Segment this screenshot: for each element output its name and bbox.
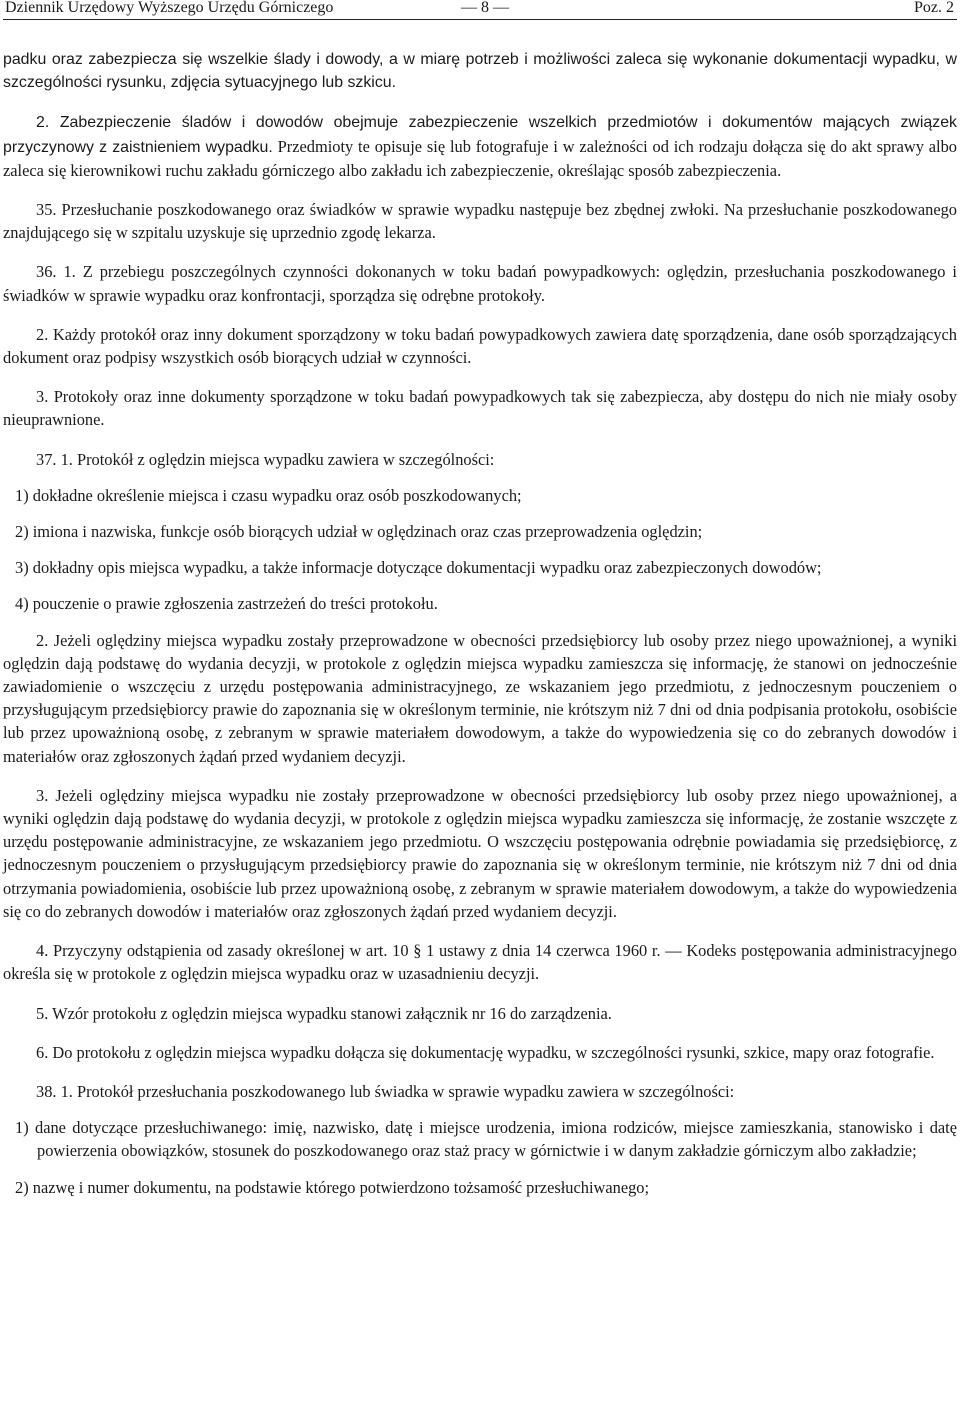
- paragraph-36-1: 36. 1. Z przebiegu poszczególnych czynności dokonanych w toku badań powypadkowych: oględzin, przesłuchania poszkodowanego i świadków w sprawie wypadku oraz konfrontacji, sporządza się odrębne protokoły.: [3, 262, 957, 305]
- journal-title: Dziennik Urzędowy Wyższego Urzędu Górniczego: [5, 0, 334, 16]
- paragraph-37-3: 3. Jeżeli oględziny miejsca wypadku nie zostały przeprowadzone w obecności przedsiębiorcy lub osoby przez niego upoważnionej, a wyniki oględzin dają podstawę do wydania decyzji, w protokole z oględzin miejsca wypadku zamieszcza się informację, że zostanie wszczęte z urzędu postępowanie administracyjne, ze wskazaniem jego przedmiotu. O wszczęciu postępowania odrębnie powiadamia się przedsiębiorcę, z jednoczesnym pouczeniem o przysługującym przedsiębiorcy prawie do zapoznania się w określonym terminie, nie krótszym niż 7 dni od dnia otrzymania powiadomienia, osobiście lub przez upoważnioną osobę, z zebranym w sprawie materiałem dowodowym, a także do wypowiedzenia się co do zebranych dowodów i materiałów oraz zgłoszonych żądań przed wydaniem decyzji.: [3, 785, 957, 921]
- paragraph-36-3: 3. Protokoły oraz inne dokumenty sporządzone w toku badań powypadkowych tak się zabezpiecza, aby dostępu do nich nie miały osoby nieuprawnione.: [3, 387, 957, 430]
- list-item: 1) dane dotyczące przesłuchiwanego: imię, nazwisko, datę i miejsce urodzenia, imiona rodziców, miejsce zamieszkania, stanowisko i datę powierzenia obowiązków, stosunek do poszkodowanego oraz staż pracy w górnictwie i w danym zakładzie górniczym albo zakładzie;: [15, 1118, 957, 1161]
- page-header: [3, 0, 957, 20]
- paragraph-continuation: padku oraz zabezpiecza się wszelkie ślady i dowody, a w miarę potrzeb i możliwości zaleca się wykonanie dokumentacji wypadku, w szczególności rysunku, zdjęcia sytuacyjnego lub szkicu.: [3, 51, 957, 92]
- list-item: 2) imiona i nazwiska, funkcje osób biorących udział w oględzinach oraz czas przeprowadzenia oględzin;: [15, 522, 703, 542]
- paragraph-34-2-second: Przedmioty te opisuje się lub fotografuje i w zależności od ich rodzaju dołącza się do akt sprawy albo zaleca się kierownikowi ruchu zakładu górniczego albo zakładu ich zabezpieczenie, określając sposób zabezpieczenia.: [3, 136, 957, 180]
- list-item: 2) nazwę i numer dokumentu, na podstawie którego potwierdzono tożsamość przesłuchiwanego;: [15, 1177, 650, 1197]
- paragraph-37-2: 2. Jeżeli oględziny miejsca wypadku zostały przeprowadzone w obecności przedsiębiorcy lub osoby przez niego upoważnionej, a wyniki oględzin dają podstawę do wydania decyzji, w protokole z oględzin miejsca wypadku zamieszcza się informację, że stanowi on jednocześnie zawiadomienie o wszczęciu z urzędu postępowania administracyjnego, ze wskazaniem jego przedmiotu, z jednoczesnym pouczeniem o przysługującym przedsiębiorcy prawie do zapoznania się w określonym terminie, nie krótszym niż 7 dni od dnia podpisania protokołu, osobiście lub przez upoważnioną osobę, z zebranym w sprawie materiałem dowodowym, a także do wypowiedzenia się co do zebranych dowodów i materiałów oraz zgłoszonych żądań przed wydaniem decyzji.: [3, 630, 957, 766]
- paragraph-38-1: 38. 1. Protokół przesłuchania poszkodowanego lub świadka w sprawie wypadku zawiera w szczególności:: [36, 1081, 735, 1101]
- paragraph-37-6: 6. Do protokołu z oględzin miejsca wypadku dołącza się dokumentację wypadku, w szczególności rysunki, szkice, mapy oraz fotografie.: [36, 1042, 935, 1062]
- page-number: — 8 —: [461, 0, 509, 16]
- paragraph-34-2-first: 2. Zabezpieczenie śladów i dowodów obejmuje zabezpieczenie wszelkich przedmiotów i dokumentów mających związek przyczynowy z zaistnieniem wypadku.: [3, 114, 957, 156]
- paragraph-35: 35. Przesłuchanie poszkodowanego oraz świadków w sprawie wypadku następuje bez zbędnej zwłoki. Na przesłuchanie poszkodowanego znajdującego się w szpitalu uzyskuje się uprzednio zgodę lekarza.: [3, 200, 957, 243]
- list-37: [3, 484, 957, 616]
- list-38: [3, 1116, 957, 1199]
- position-number: Poz. 2: [914, 0, 954, 16]
- paragraph-37-4: 4. Przyczyny odstąpienia od zasady określonej w art. 10 § 1 ustawy z dnia 14 czerwca 1960 r. — Kodeks postępowania administracyjnego określa się w protokole z oględzin miejsca wypadku oraz w uzasadnieniu decyzji.: [3, 941, 957, 984]
- list-item: 1) dokładne określenie miejsca i czasu wypadku oraz osób poszkodowanych;: [15, 485, 522, 505]
- list-item: 3) dokładny opis miejsca wypadku, a także informacje dotyczące dokumentacji wypadku oraz zabezpieczonych dowodów;: [15, 558, 822, 578]
- paragraph-37-1: 37. 1. Protokół z oględzin miejsca wypadku zawiera w szczególności:: [36, 449, 495, 469]
- paragraph-34-2: [3, 110, 957, 182]
- paragraph-36-2: 2. Każdy protokół oraz inny dokument sporządzony w toku badań powypadkowych zawiera datę sporządzenia, dane osób sporządzających dokument oraz podpisy wszystkich osób biorących udział w czynności.: [3, 324, 957, 368]
- paragraph-37-5: 5. Wzór protokołu z oględzin miejsca wypadku stanowi załącznik nr 16 do zarządzenia.: [36, 1003, 612, 1023]
- list-item: 4) pouczenie o prawie zgłoszenia zastrzeżeń do treści protokołu.: [15, 594, 438, 614]
